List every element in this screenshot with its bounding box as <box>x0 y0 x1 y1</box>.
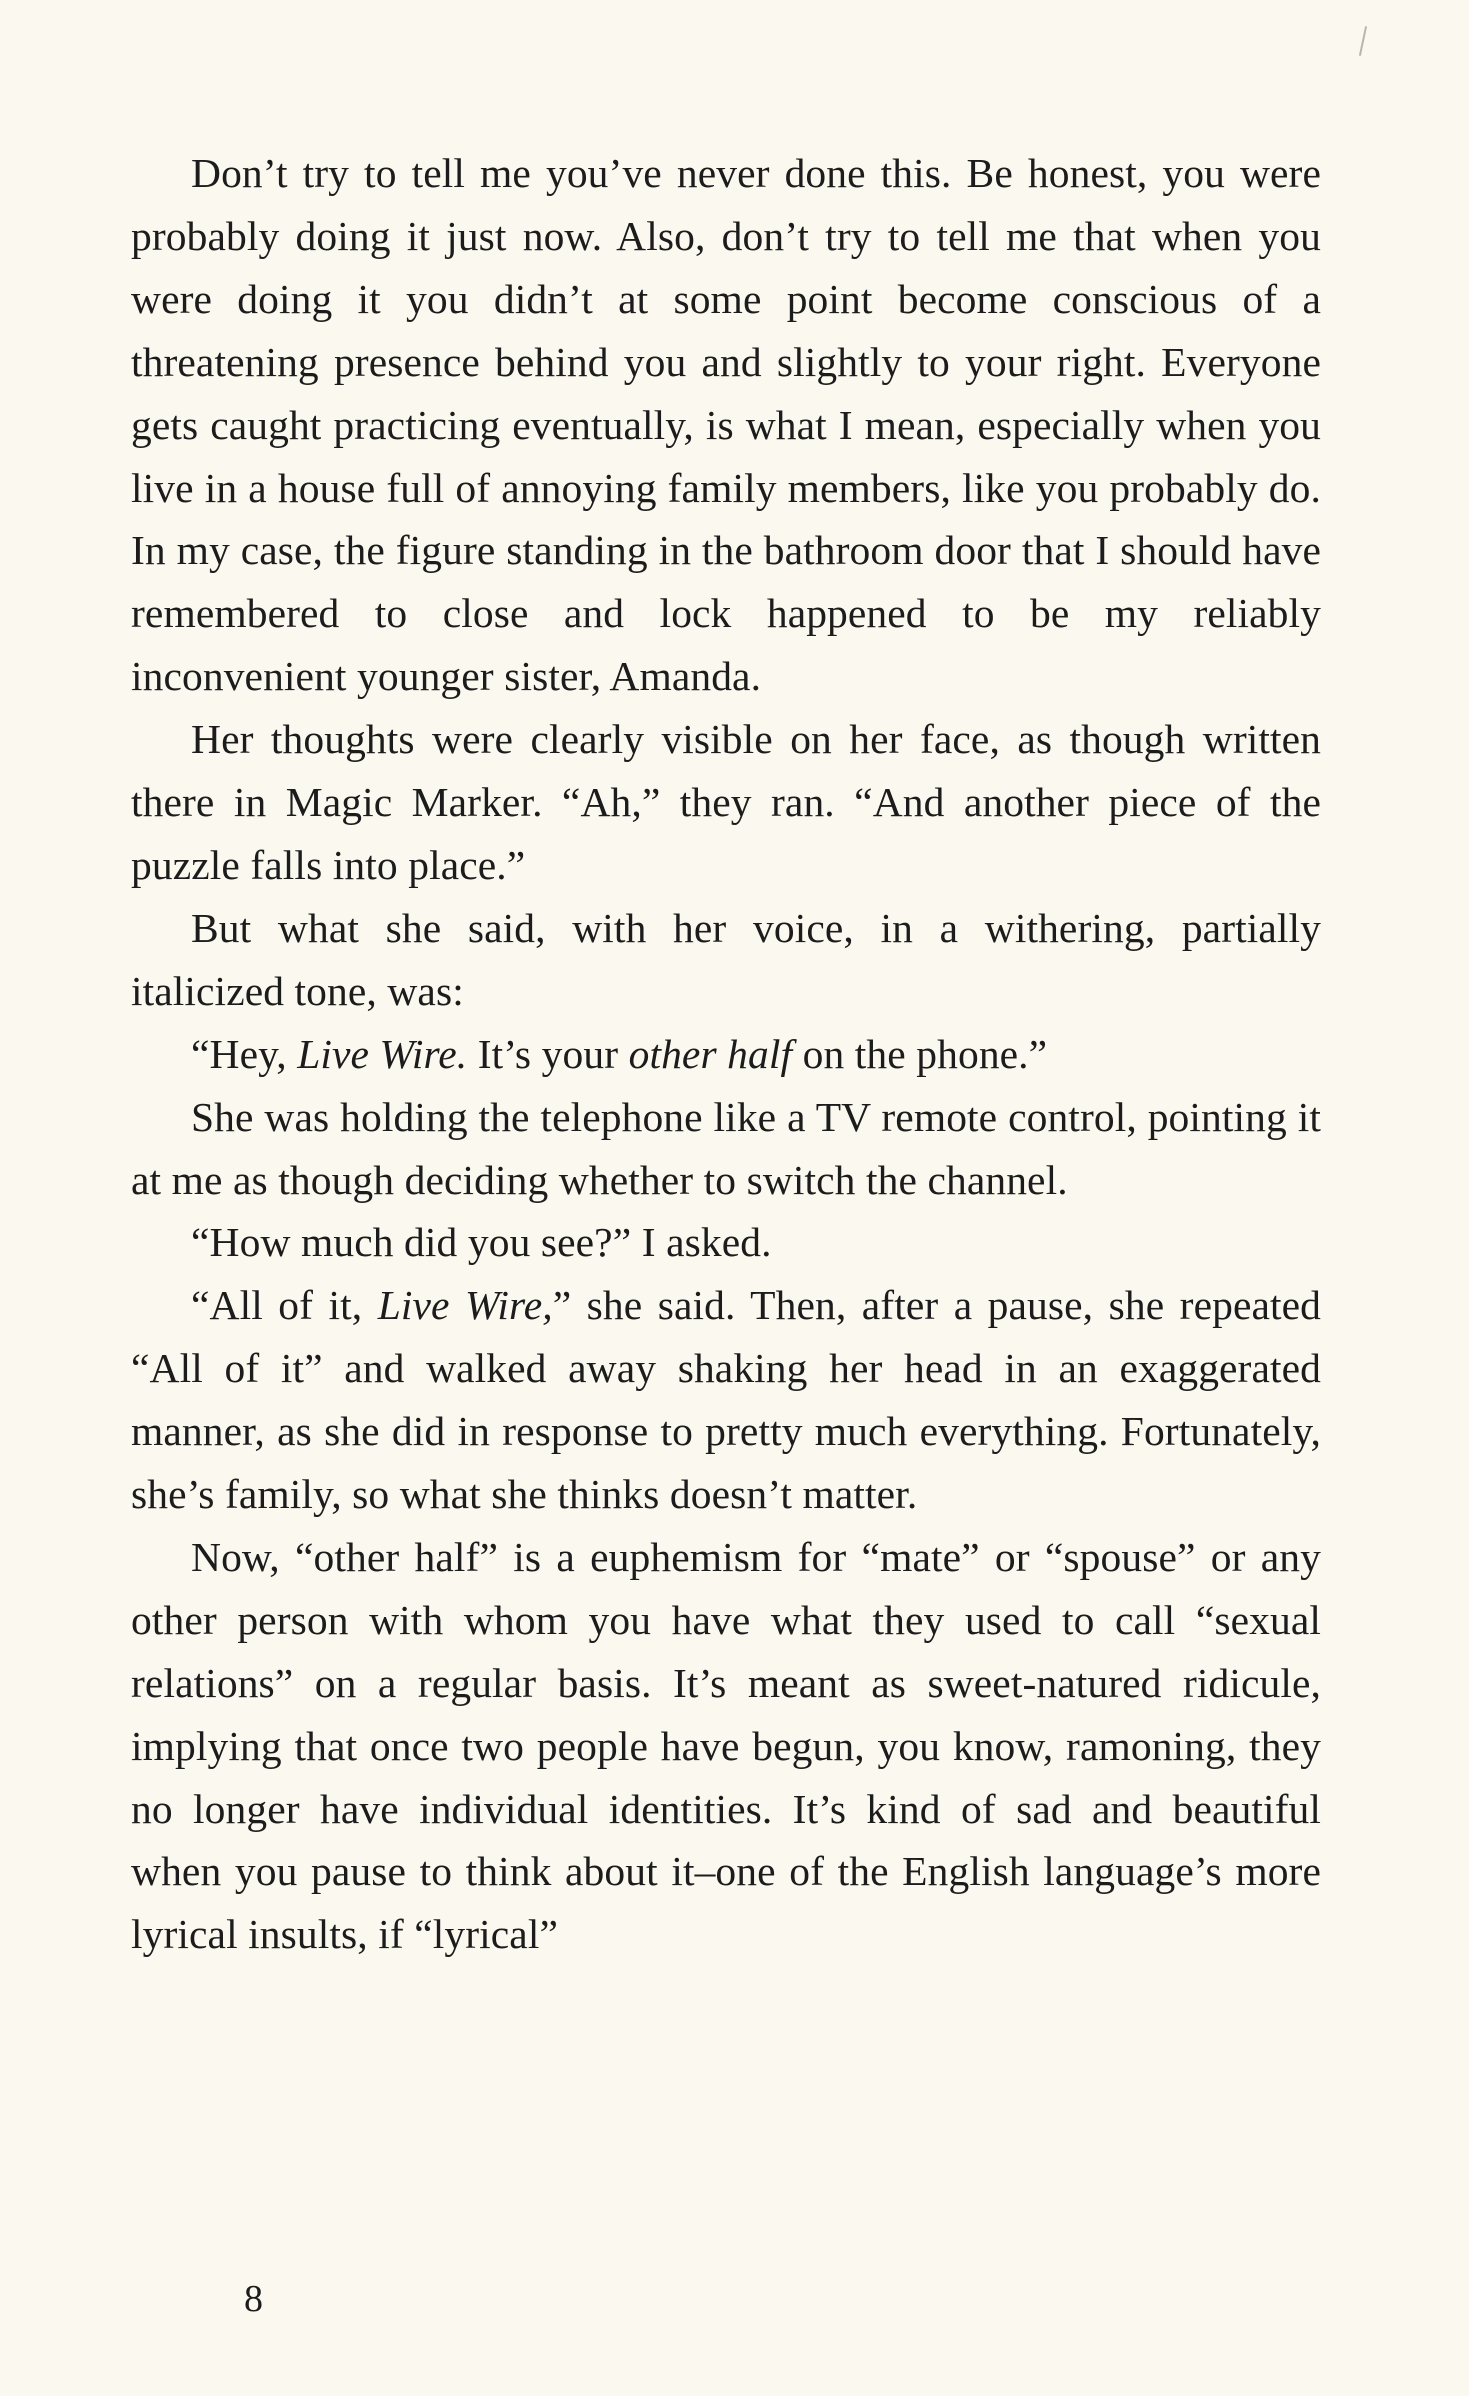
paragraph <box>131 1086 1321 1212</box>
paragraph <box>131 1023 1321 1086</box>
paragraph-text: ” she said. Then, after a pause, she repeated “All of it” and walked away shaking her head in an exaggerated manner, as she did in response to pretty much everything. Fortunately, she’s family, so what she thinks doesn’t matter. <box>131 1282 1321 1518</box>
body-text <box>131 142 1321 1966</box>
paragraph <box>131 897 1321 1023</box>
paragraph <box>131 1274 1321 1526</box>
paragraph-text: It’s your <box>467 1030 629 1077</box>
paragraph-text: Don’t try to tell me you’ve never done this. Be honest, you were probably doing it just now. Also, don’t try to tell me that when you were doing it you didn’t at some point become conscious of a threatening presence behind you and slightly to your right. Everyone gets caught practicing eventually, is what I mean, especially when you live in a house full of annoying family members, like you probably do. In my case, the figure standing in the bathroom door that I should have remembered to close and lock happened to be my reliably inconvenient younger sister, Amanda. <box>131 150 1321 700</box>
paragraph <box>131 708 1321 897</box>
paragraph <box>131 1526 1321 1966</box>
italic-nickname: Live Wire, <box>377 1282 553 1329</box>
italic-phrase: other half <box>628 1030 793 1077</box>
paragraph-text: “How much did you see?” I asked. <box>191 1219 772 1266</box>
paragraph <box>131 1211 1321 1274</box>
paragraph <box>131 142 1321 708</box>
paragraph-text: But what she said, with her voice, in a withering, partially italicized tone, was: <box>131 904 1321 1014</box>
paragraph-text: “All of it, <box>191 1282 378 1329</box>
paragraph-text: She was holding the telephone like a TV remote control, pointing it at me as though deciding whether to switch the channel. <box>131 1093 1321 1203</box>
paragraph-text: “Hey, <box>191 1030 298 1077</box>
paragraph-text: Her thoughts were clearly visible on her face, as though written there in Magic Marker. “Ah,” they ran. “And another piece of the puzzle falls into place.” <box>131 716 1321 888</box>
page-edge-mark <box>1359 26 1367 56</box>
paragraph-text: Now, “other half” is a euphemism for “mate” or “spouse” or any other person with whom you have what they used to call “sexual relations” on a regular basis. It’s meant as sweet-natured ridicule, implying that once two people have begun, you know, ramoning, they no longer have individual identities. It’s kind of sad and beautiful when you pause to think about it–one of the English language’s more lyrical insults, if “lyrical” <box>131 1533 1321 1958</box>
paragraph-text: on the phone.” <box>792 1030 1048 1077</box>
italic-nickname: Live Wire. <box>297 1030 468 1077</box>
page-number: 8 <box>244 2278 263 2320</box>
